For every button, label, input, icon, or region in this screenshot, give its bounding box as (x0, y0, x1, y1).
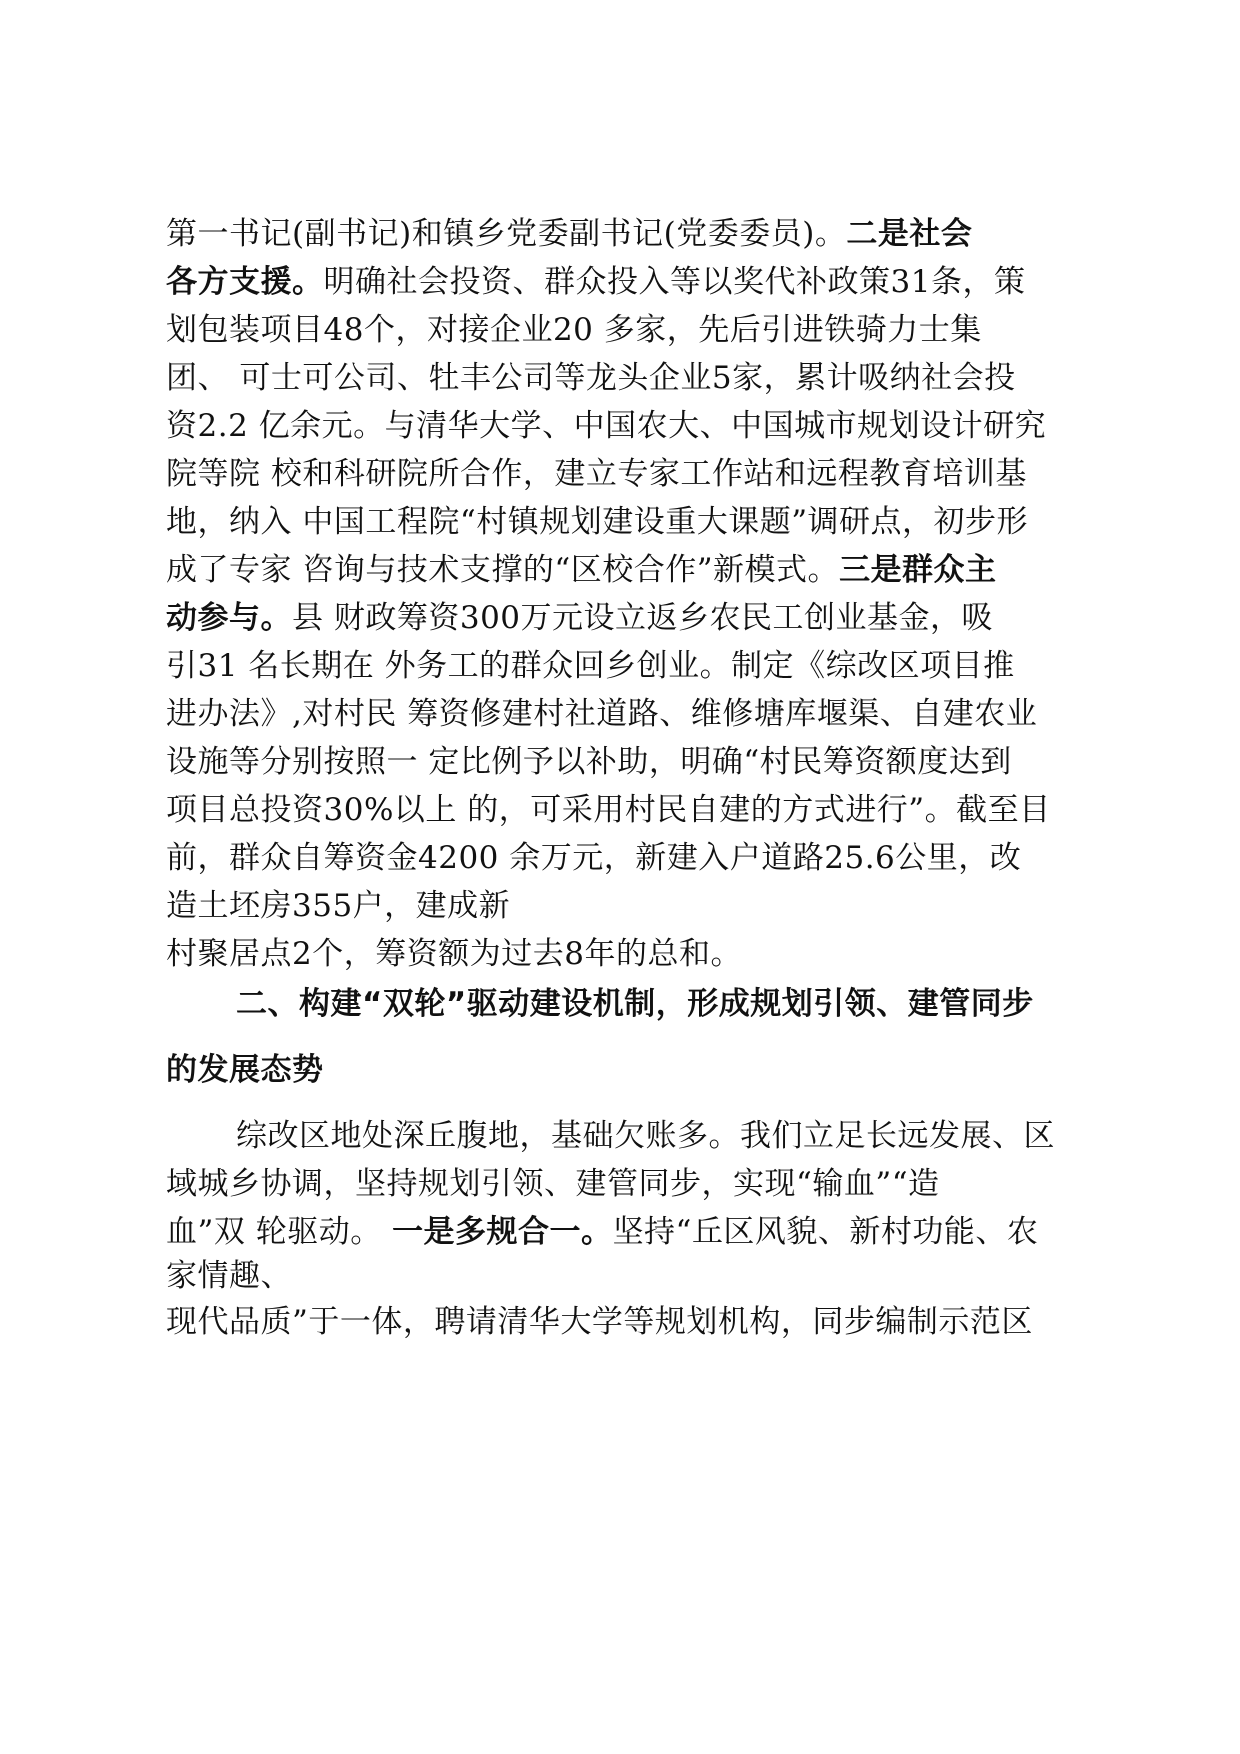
paragraph-line (166, 502, 1096, 542)
paragraph-line (236, 1116, 1166, 1156)
paragraph-line (166, 454, 1096, 494)
paragraph-line (166, 1256, 1096, 1296)
paragraph-line (166, 1212, 1096, 1252)
paragraph-line (166, 838, 1096, 878)
text-run: 项目总投资30%以上 的，可采用村民自建的方式进行”。截至目 (166, 792, 1051, 828)
paragraph-line (166, 742, 1096, 782)
text-run: 村聚居点2个，筹资额为过去8年的总和。 (166, 936, 742, 972)
paragraph-line (166, 646, 1096, 686)
text-run: 院等院 校和科研院所合作，建立专家工作站和远程教育培训基 (166, 456, 1027, 492)
section-heading: 二、构建“双轮”驱动建设机制，形成规划引领、建管同步 (236, 986, 1034, 1022)
paragraph-line (166, 262, 1096, 302)
text-run: 县 财政筹资300万元设立返乡农民工创业基金，吸 (292, 600, 994, 636)
text-run: 进办法》,对村民 筹资修建村社道路、维修塘库堰渠、自建农业 (166, 696, 1038, 732)
text-run: 地，纳入 中国工程院“村镇规划建设重大课题”调研点，初步形 (166, 504, 1029, 540)
text-run: 综改区地处深丘腹地，基础欠账多。我们立足长远发展、区 (236, 1118, 1055, 1154)
text-run: 团、 可士可公司、牡丰公司等龙头企业5家，累计吸纳社会投 (166, 360, 1016, 396)
text-run: 资2.2 亿余元。与清华大学、中国农大、中国城市规划设计研究 (166, 408, 1047, 444)
bold-text-run: 一是多规合一。 (392, 1214, 613, 1250)
paragraph-line (166, 1164, 1096, 1204)
bold-text-run: 动参与。 (166, 600, 292, 636)
text-run: 明确社会投资、群众投入等以奖代补政策31条，策 (323, 264, 1026, 300)
paragraph-line (166, 694, 1096, 734)
text-run: 引31 名长期在 外务工的群众回乡创业。制定《综改区项目推 (166, 648, 1015, 684)
text-run: 造土坯房355户，建成新 (166, 888, 511, 924)
paragraph-line (166, 310, 1096, 350)
bold-text-run: 二是社会 (846, 216, 973, 252)
text-run: 现代品质”于一体，聘请清华大学等规划机构，同步编制示范区 (166, 1304, 1033, 1340)
paragraph-line (166, 886, 1096, 926)
text-run: 家情趣、 (166, 1258, 292, 1294)
paragraph-line (166, 598, 1096, 638)
text-run: 成了专家 咨询与技术支撑的“区校合作”新模式。 (166, 552, 840, 588)
paragraph-line (166, 790, 1096, 830)
text-run: 坚持“丘区风貌、新村功能、农 (612, 1214, 1039, 1250)
paragraph-line (166, 934, 1096, 974)
text-run: 划包装项目48个，对接企业20 多家，先后引进铁骑力士集 (166, 312, 982, 348)
bold-text-run: 各方支援。 (166, 264, 324, 300)
paragraph-line (166, 214, 1096, 254)
text-run: 前，群众自筹资金4200 余万元，新建入户道路25.6公里，改 (166, 840, 1022, 876)
paragraph-line (166, 358, 1096, 398)
paragraph-line (166, 550, 1096, 590)
text-run: 第一书记(副书记)和镇乡党委副书记(党委委员)。 (166, 216, 847, 252)
section-heading-continuation: 的发展态势 (166, 1052, 324, 1088)
text-run: 血”双 轮驱动。 (166, 1214, 393, 1250)
bold-text-run: 三是群众主 (839, 552, 997, 588)
text-run: 域城乡协调，坚持规划引领、建管同步，实现“输血”“造 (166, 1166, 940, 1202)
paragraph-line (166, 1302, 1096, 1342)
paragraph-line (166, 406, 1096, 446)
text-run: 设施等分别按照一 定比例予以补助，明确“村民筹资额度达到 (166, 744, 1012, 780)
